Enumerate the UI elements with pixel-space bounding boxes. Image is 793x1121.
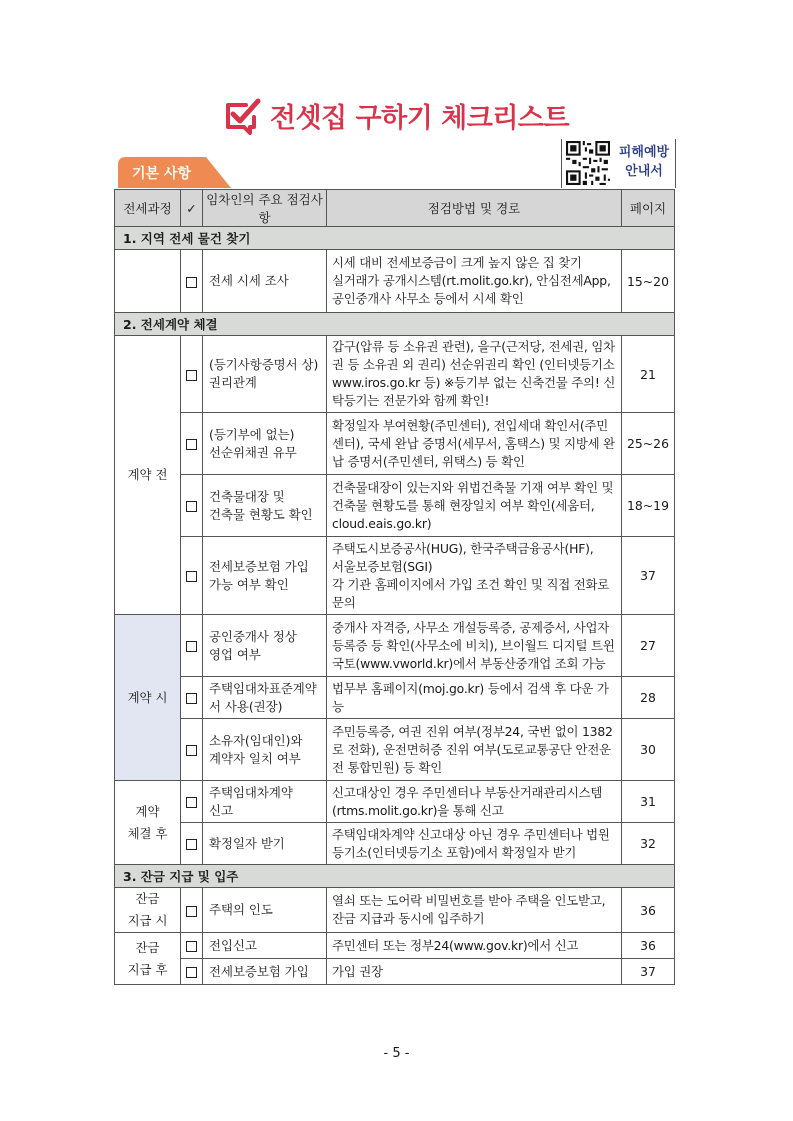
checkbox[interactable]: [181, 781, 203, 823]
page-ref: 30: [622, 719, 675, 781]
page-ref: 18~19: [622, 475, 675, 537]
item-text: 전세 시세 조사: [203, 250, 327, 313]
item-text: (등기사항증명서 상) 권리관계: [203, 336, 327, 413]
item-text: 전세보증보험 가입: [203, 959, 327, 985]
header-row: [115, 190, 675, 227]
table-row: [115, 413, 675, 475]
checkbox[interactable]: [181, 677, 203, 719]
item-text: 공인중개사 정상 영업 여부: [203, 615, 327, 677]
method-text: 건축물대장이 있는지와 위법건축물 기재 여부 확인 및 건축물 현황도를 통해 현장일치 여부 확인(세움터, cloud.eais.go.kr): [327, 475, 622, 537]
page-ref: 36: [622, 888, 675, 933]
method-text: 신고대상인 경우 주민센터나 부동산거래관리시스템 (rtms.molit.go.kr)을 통해 신고: [327, 781, 622, 823]
guide-label-line1: 피해예방: [618, 145, 670, 160]
checkbox[interactable]: [181, 475, 203, 537]
stage-before: 계약 전: [115, 336, 181, 615]
checkbox[interactable]: [181, 823, 203, 865]
section-2: 2. 전세계약 체결: [115, 313, 675, 336]
header-stage: 전세과정: [115, 190, 181, 227]
method-text: 시세 대비 전세보증금이 크게 높지 않은 집 찾기 실거래가 공개시스템(rt.molit.go.kr), 안심전세App, 공인중개사 사무소 등에서 시세 확인: [327, 250, 622, 313]
table-row: [115, 677, 675, 719]
stage-during: 계약 시: [115, 615, 181, 781]
section-1: 1. 지역 전세 물건 찾기: [115, 227, 675, 250]
page-ref: 36: [622, 933, 675, 959]
table-row: [115, 959, 675, 985]
item-text: 전입신고: [203, 933, 327, 959]
guide-label: [614, 143, 674, 181]
table-row: [115, 537, 675, 615]
page-ref: 25~26: [622, 413, 675, 475]
method-text: 주택도시보증공사(HUG), 한국주택금융공사(HF), 서울보증보험(SGI) 각 기관 홈페이지에서 가입 조건 확인 및 직접 전화로 문의: [327, 537, 622, 615]
checkbox[interactable]: [181, 959, 203, 985]
stage-after: 계약 체결 후: [115, 781, 181, 865]
method-text: 확정일자 부여현황(주민센터), 전입세대 확인서(주민센터), 국세 완납 증명서(세무서, 홈택스) 및 지방세 완납 증명서(주민센터, 위택스) 등 확인: [327, 413, 622, 475]
page-ref: 27: [622, 615, 675, 677]
stage-balance-pay: 잔금 지급 시: [115, 888, 181, 933]
table-row: [115, 250, 675, 313]
header-check: ✓: [181, 190, 203, 227]
item-text: 소유자(임대인)와 계약자 일치 여부: [203, 719, 327, 781]
item-text: 주택임대차계약 신고: [203, 781, 327, 823]
table-row: [115, 336, 675, 413]
page-ref: 15~20: [622, 250, 675, 313]
method-text: 주택임대차계약 신고대상 아닌 경우 주민센터나 법원등기소(인터넷등기소 포함)에서 확정일자 받기: [327, 823, 622, 865]
table-row: [115, 719, 675, 781]
checkbox[interactable]: [181, 719, 203, 781]
guide-label-line2: 안내서: [625, 164, 663, 179]
checkbox[interactable]: [181, 250, 203, 313]
item-text: 건축물대장 및 건축물 현황도 확인: [203, 475, 327, 537]
checkbox[interactable]: [181, 888, 203, 933]
title-area: [0, 96, 793, 139]
header-page: 페이지: [622, 190, 675, 227]
table-row: [115, 888, 675, 933]
section-tab: [118, 157, 231, 188]
method-text: 주민등록증, 여권 진위 여부(정부24, 국번 없이 1382로 전화), 운전면허증 진위 여부(도로교통공단 안전운전 통합민원) 등 확인: [327, 719, 622, 781]
page-ref: 31: [622, 781, 675, 823]
page-ref: 32: [622, 823, 675, 865]
section-3: 3. 잔금 지급 및 입주: [115, 865, 675, 888]
item-text: 전세보증보험 가입 가능 여부 확인: [203, 537, 327, 615]
stage-balance-after: 잔금 지급 후: [115, 933, 181, 985]
page-ref: 21: [622, 336, 675, 413]
stage-empty: [115, 250, 181, 313]
header-item: 임차인의 주요 점검사항: [203, 190, 327, 227]
guide-qr-block[interactable]: [561, 139, 676, 188]
item-text: 확정일자 받기: [203, 823, 327, 865]
method-text: 중개사 자격증, 사무소 개설등록증, 공제증서, 사업자등록증 등 확인(사무소에 비치), 브이월드 디지털 트윈국토(www.vworld.kr)에서 부동산중개업 조회 가능: [327, 615, 622, 677]
tab-label: 기본 사항: [132, 166, 191, 182]
page-title: 전셋집 구하기 체크리스트: [269, 103, 570, 134]
table-row: [115, 781, 675, 823]
method-text: 주민센터 또는 정부24(www.gov.kr)에서 신고: [327, 933, 622, 959]
method-text: 법무부 홈페이지(moj.go.kr) 등에서 검색 후 다운 가능: [327, 677, 622, 719]
method-text: 열쇠 또는 도어락 비밀번호를 받아 주택을 인도받고, 잔금 지급과 동시에 입주하기: [327, 888, 622, 933]
page-ref: 37: [622, 959, 675, 985]
page-ref: 37: [622, 537, 675, 615]
checkbox[interactable]: [181, 336, 203, 413]
checklist-icon: [224, 97, 262, 135]
table-row: [115, 933, 675, 959]
qr-code-icon[interactable]: [566, 141, 610, 185]
page-number: - 5 -: [383, 1046, 410, 1061]
table-row: [115, 475, 675, 537]
item-text: 주택의 인도: [203, 888, 327, 933]
checkbox[interactable]: [181, 933, 203, 959]
checkbox[interactable]: [181, 413, 203, 475]
item-text: (등기부에 없는) 선순위채권 유무: [203, 413, 327, 475]
method-text: 가입 권장: [327, 959, 622, 985]
item-text: 주택임대차표준계약서 사용(권장): [203, 677, 327, 719]
checklist-table: [114, 189, 675, 985]
checkbox[interactable]: [181, 537, 203, 615]
table-row: [115, 615, 675, 677]
page-ref: 28: [622, 677, 675, 719]
checkbox[interactable]: [181, 615, 203, 677]
method-text: 갑구(압류 등 소유권 관련), 을구(근저당, 전세권, 임차권 등 소유권 외 권리) 선순위권리 확인 (인터넷등기소 www.iros.go.kr 등) ※등기부 없는 신축건물 주의! 신탁등기는 전문가와 함께 확인!: [327, 336, 622, 413]
header-method: 점검방법 및 경로: [327, 190, 622, 227]
table-row: [115, 823, 675, 865]
